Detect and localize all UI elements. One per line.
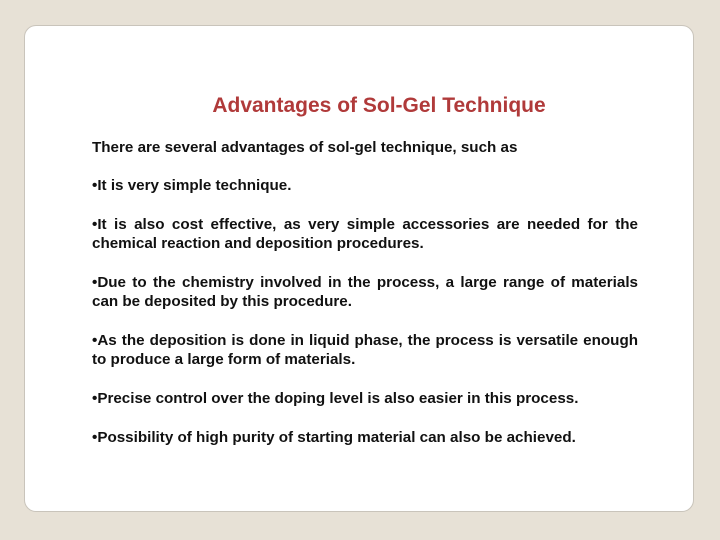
bullet-simple: •It is very simple technique. [92, 177, 292, 194]
bullet-high-purity: •Possibility of high purity of starting material can also be achieved. [92, 429, 576, 446]
bullet-liquid-phase: •As the deposition is done in liquid phase, the process is versatile enough to produce a large form of materials. [92, 332, 638, 368]
bullet-materials-range: •Due to the chemistry involved in the process, a large range of materials can be deposited by this procedure. [92, 274, 638, 310]
slide-title: Advantages of Sol-Gel Technique [212, 94, 546, 117]
intro-text: There are several advantages of sol-gel technique, such as [92, 139, 518, 156]
bullet-doping-control: •Precise control over the doping level is also easier in this process. [92, 390, 579, 407]
slide-content [92, 138, 638, 467]
bullet-cost-effective: •It is also cost effective, as very simple accessories are needed for the chemical reaction and deposition procedures. [92, 216, 638, 252]
slide [24, 25, 694, 512]
